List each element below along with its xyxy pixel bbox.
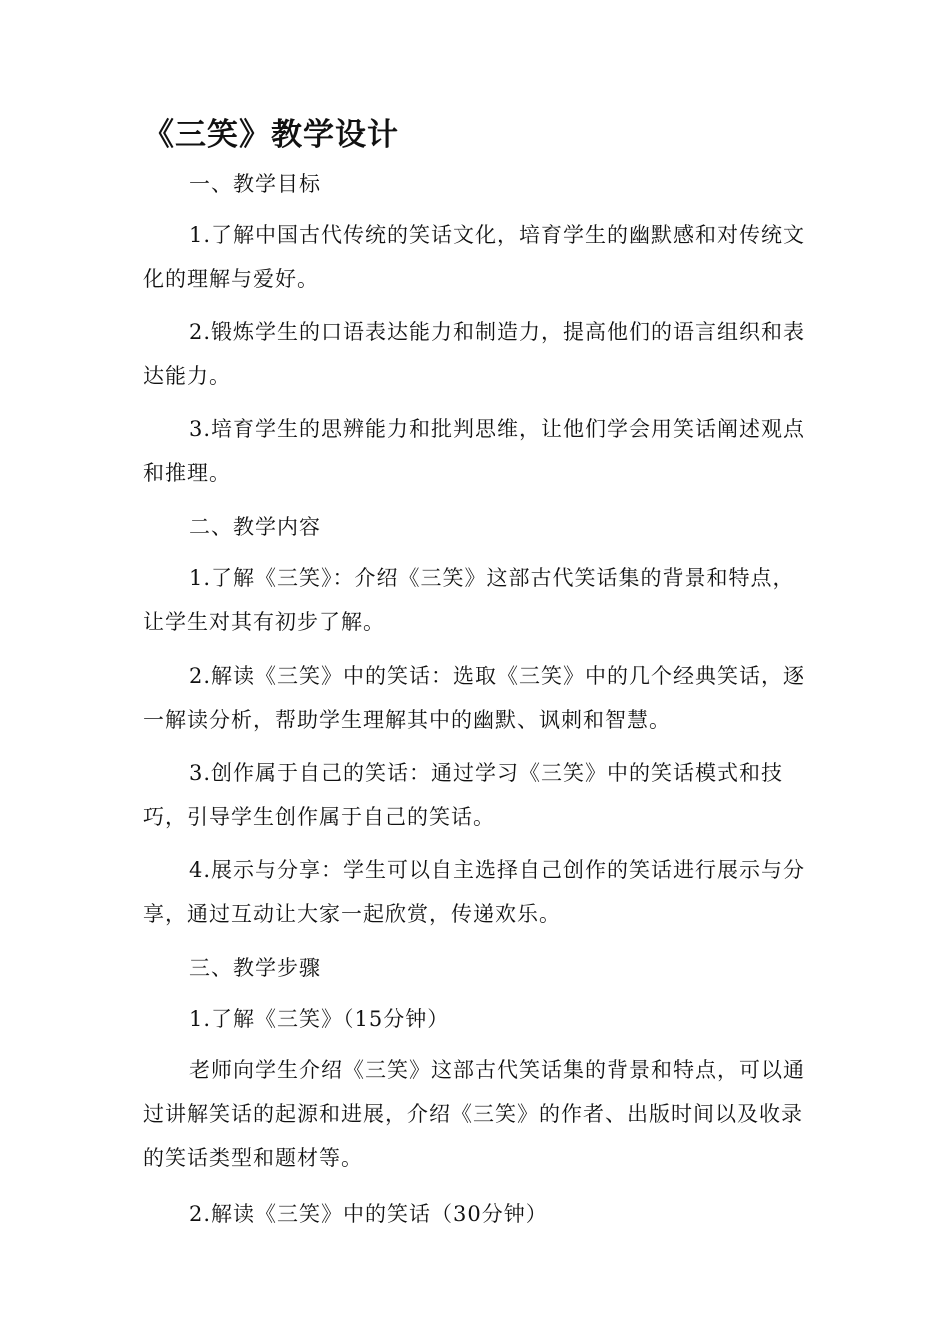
paragraph: 1.了解中国古代传统的笑话文化，培育学生的幽默感和对传统文化的理解与爱好。 [143, 223, 806, 291]
paragraph: 1.了解《三笑》：介绍《三笑》这部古代笑话集的背景和特点，让学生对其有初步了解。 [143, 566, 795, 634]
paragraph: 2.解读《三笑》中的笑话：选取《三笑》中的几个经典笑话，逐一解读分析，帮助学生理解其中的幽默、讽刺和智慧。 [143, 664, 806, 732]
paragraph: 3.创作属于自己的笑话：通过学习《三笑》中的笑话模式和技巧，引导学生创作属于自己的笑话。 [143, 761, 784, 829]
document-title: 《三笑》教学设计 [143, 117, 399, 153]
section-heading: 二、教学内容 [189, 515, 321, 539]
paragraph: 4.展示与分享：学生可以自主选择自己创作的笑话进行展示与分享，通过互动让大家一起欣赏，传递欢乐。 [143, 858, 806, 926]
paragraph: 3.培育学生的思辨能力和批判思维，让他们学会用笑话阐述观点和推理。 [143, 417, 806, 485]
paragraph: 2.锻炼学生的口语表达能力和制造力，提高他们的语言组织和表达能力。 [143, 320, 806, 388]
paragraph: 2.解读《三笑》中的笑话（30分钟） [189, 1202, 548, 1226]
section-heading: 一、教学目标 [189, 172, 321, 196]
paragraph: 老师向学生介绍《三笑》这部古代笑话集的背景和特点，可以通过讲解笑话的起源和进展，介绍《三笑》的作者、出版时间以及收录的笑话类型和题材等。 [143, 1058, 805, 1170]
section-heading: 三、教学步骤 [189, 956, 321, 980]
paragraph: 1.了解《三笑》（15分钟） [189, 1007, 450, 1031]
